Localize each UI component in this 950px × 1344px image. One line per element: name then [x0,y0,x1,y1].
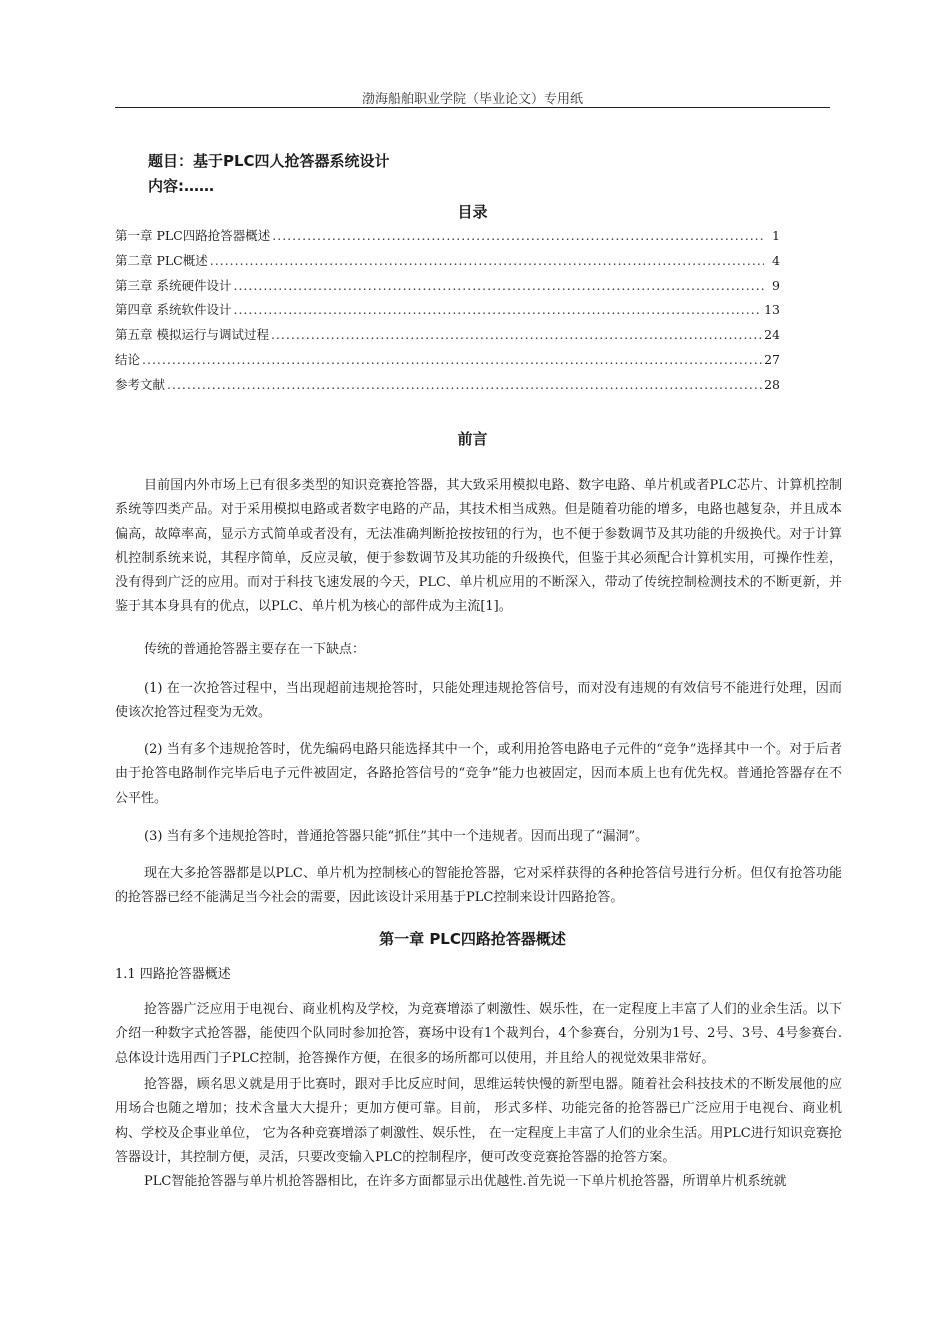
header-divider [115,107,830,108]
toc-entry-label: 参考文献 [115,376,166,392]
preface-paragraph: (3) 当有多个违规抢答时，普通抢答器只能“抓住”其中一个违规者。因而出现了“漏洞”。 [144,829,649,844]
toc-dot-leader [167,377,762,392]
toc-entry-page: 27 [764,351,780,367]
preface-paragraph: (2) 当有多个违规抢答时，优先编码电路只能选择其中一个，或利用抢答电路电子元件的“竞争”选择其中一个。对于后者由于抢答电路制作完毕后电子元件被固定，各路抢答信号的“竞争”能力也被固定，因而本质上也有优先权。普通抢答器存在不公平性。 [115,742,842,806]
toc-entry-label: 结论 [115,351,141,367]
toc-entry-label: 第二章 PLC概述 [115,252,208,268]
preface-paragraph: 传统的普通抢答器主要存在一下缺点： [144,642,366,657]
thesis-title: 题目：基于PLC四人抢答器系统设计 [148,152,390,170]
toc-entry-label: 第三章 系统硬件设计 [115,277,232,293]
page-header: 渤海船舶职业学院（毕业论文）专用纸 [361,92,583,107]
toc-entry-page: 9 [772,277,780,293]
chapter1-paragraph: 抢答器，顾名思义就是用于比赛时，跟对手比反应时间，思维运转快慢的新型电器。随着社会科技技术的不断发展他的应用场合也随之增加；技术含量大大提升；更加方便可靠。目前， 形式多样、功能完备的抢答器已广泛应用于电视台、商业机构、学校及企事业单位， 它为各种竞赛增添了刺激性、娱乐性， 在一定程度上丰富了人们的业余生活。用PLC进行知识竞赛抢答器设计，其控制方便，灵活，只要改变输入PLC的控制程序，便可改变竞赛抢答器的抢答方案。 [115,1077,842,1165]
preface-paragraph: 现在大多抢答器都是以PLC、单片机为控制核心的智能抢答器，它对采样获得的各种抢答信号进行分析。但仅有抢答功能的抢答器已经不能满足当今社会的需要，因此该设计采用基于PLC控制来设计四路抢答。 [115,866,842,906]
toc-entry-page: 1 [772,228,780,243]
chapter1-heading: 第一章 PLC四路抢答器概述 [379,930,566,948]
toc-entry[interactable] [115,226,780,251]
toc-entry-label: 第五章 模拟运行与调试过程 [115,327,269,343]
preface-paragraph: (1) 在一次抢答过程中，当出现超前违规抢答时，只能处理违规抢答信号，而对没有违规的有效信号不能进行处理，因而使该次抢答过程变为无效。 [115,681,842,721]
toc-entry-page: 24 [764,327,780,343]
content-label: 内容:…… [148,177,214,195]
chapter1-paragraph: 抢答器广泛应用于电视台、商业机构及学校，为竞赛增添了刺激性、娱乐性，在一定程度上丰富了人们的业余生活。以下介绍一种数字式抢答器，能使四个队同时参加抢答，赛场中设有1个裁判台，4个参赛台，分别为1号、2号、3号、4号参赛台.总体设计选用西门子PLC控制，抢答操作方便，在很多的场所都可以使用，并且给人的视觉效果非常好。 [115,1002,842,1066]
toc-entry[interactable] [115,300,780,325]
preface-paragraph: 目前国内外市场上已有很多类型的知识竞赛抢答器，其大致采用模拟电路、数字电路、单片机或者PLC芯片、计算机控制系统等四类产品。对于采用模拟电路或者数字电路的产品，其技术相当成熟。但是随着功能的增多，电路也越复杂，并且成本偏高，故障率高，显示方式简单或者没有，无法准确判断抢按按钮的行为，也不便于参数调节及其功能的升级换代。对于计算机控制系统来说，其程序简单，反应灵敏，便于参数调节及其功能的升级换代，但鉴于其必须配合计算机实用，可操作性差，没有得到广泛的应用。而对于科技飞速发展的今天，PLC、单片机应用的不断深入，带动了传统控制检测技术的不断更新，并鉴于其本身具有的优点，以PLC、单片机为核心的部件成为主流[1]。 [115,478,842,615]
toc-dot-leader [271,327,762,342]
toc-dot-leader [142,352,762,367]
section-heading: 1.1 四路抢答器概述 [115,967,231,982]
toc-entry-label: 第四章 系统软件设计 [115,302,232,318]
toc-entry-page: 13 [764,302,780,318]
toc-dot-leader [233,302,762,317]
toc-entry[interactable] [115,251,780,276]
chapter1-paragraph: PLC智能抢答器与单片机抢答器相比，在许多方面都显示出优越性.首先说一下单片机抢答器，所谓单片机系统就 [144,1174,787,1189]
toc-dot-leader [210,253,764,268]
toc-entry[interactable] [115,375,780,400]
toc-entry-page: 28 [764,376,780,392]
toc-entry-page: 4 [772,252,780,268]
toc-entry[interactable] [115,350,780,375]
toc-entry[interactable] [115,276,780,301]
toc-dot-leader [233,278,764,293]
toc-dot-leader [272,228,764,243]
preface-heading: 前言 [457,430,488,448]
toc-entry-label: 第一章 PLC四路抢答器概述 [115,228,271,243]
toc-heading: 目录 [457,203,488,221]
table-of-contents [115,226,780,400]
toc-entry[interactable] [115,325,780,350]
